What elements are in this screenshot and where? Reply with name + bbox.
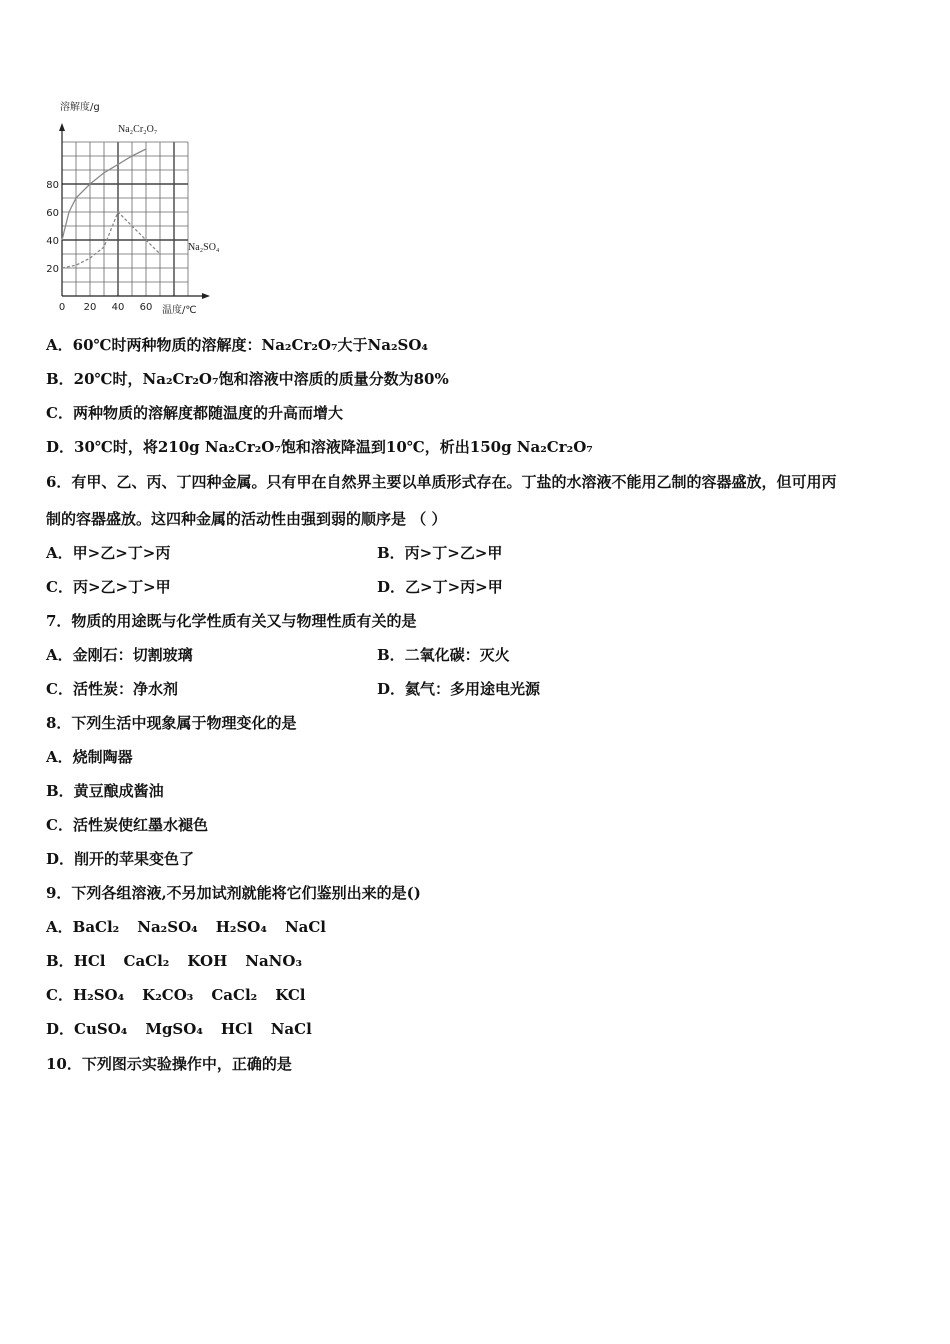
y-axis-label: 溶解度/g: [60, 102, 100, 113]
q5-option-a: A．60℃时两种物质的溶解度：Na₂Cr₂O₇大于Na₂SO₄: [46, 336, 429, 354]
q9-option-a: [46, 917, 326, 937]
series-label-na2so4: Na₂SO₄: [188, 242, 220, 253]
substance: NaCl: [284, 918, 327, 936]
q5-option-c: C．两种物质的溶解度都随温度的升高而增大: [46, 404, 343, 422]
substance: CaCl₂: [211, 986, 258, 1004]
q7-option-b: B．二氧化碳：灭火: [377, 646, 510, 664]
substance: NaNO₃: [245, 952, 303, 970]
x-axis-arrow-icon: [202, 293, 210, 299]
substance: MgSO₄: [145, 1020, 203, 1038]
substance: Na₂SO₄: [137, 918, 198, 936]
substance: HCl: [220, 1020, 253, 1038]
q8-option-d: D．削开的苹果变色了: [46, 850, 195, 868]
q8-stem: 8．下列生活中现象属于物理变化的是: [46, 714, 297, 732]
x-tick-label: 20: [83, 302, 97, 313]
q7-stem: 7．物质的用途既与化学性质有关又与物理性质有关的是: [46, 612, 417, 630]
q5-option-b: B．20℃时，Na₂Cr₂O₇饱和溶液中溶质的质量分数为80%: [46, 370, 449, 388]
q9-option-b: [46, 951, 302, 971]
substance: KOH: [187, 952, 228, 970]
q6-option-b: B．丙>丁>乙>甲: [377, 544, 503, 562]
y-tick-label: 80: [46, 180, 59, 191]
q7-option-c: C．活性炭：净水剂: [46, 680, 178, 698]
substance: NaCl: [270, 1020, 312, 1038]
substance: CaCl₂: [123, 952, 170, 970]
substance: CuSO₄: [74, 1020, 128, 1038]
q7-option-a: A．金刚石：切割玻璃: [46, 646, 193, 664]
y-tick-label: 60: [46, 208, 59, 219]
q5-option-d: D．30℃时，将210g Na₂Cr₂O₇饱和溶液降温到10℃，析出150g Na₂Cr₂O₇: [46, 438, 593, 456]
q8-option-a: A．烧制陶器: [46, 748, 133, 766]
x-tick-label: 60: [139, 302, 153, 313]
q8-option-b: B．黄豆酿成酱油: [46, 782, 164, 800]
substance: BaCl₂: [72, 918, 120, 936]
solubility-chart: [40, 96, 240, 321]
x-tick-label: 0: [58, 302, 66, 313]
q6-option-a: A．甲>乙>丁>丙: [46, 544, 171, 562]
q8-option-c: C．活性炭使红墨水褪色: [46, 816, 208, 834]
q6-option-d: D．乙>丁>丙>甲: [377, 578, 503, 596]
x-tick-label: 40: [111, 302, 125, 313]
q6-option-c: C．丙>乙>丁>甲: [46, 578, 171, 596]
substance: H₂SO₄: [72, 986, 125, 1004]
chart-axes: [59, 123, 210, 299]
y-axis-arrow-icon: [59, 123, 65, 131]
substance: KCl: [275, 986, 306, 1004]
q9-option-c: [46, 985, 306, 1005]
substance: HCl: [73, 952, 106, 970]
option-letter: D．: [46, 1020, 75, 1038]
option-letter: C．: [46, 986, 73, 1004]
y-tick-label: 20: [46, 264, 59, 275]
q10-stem: 10．下列图示实验操作中，正确的是: [46, 1055, 292, 1073]
q9-option-d: [46, 1019, 312, 1039]
q6-stem-line1: 6．有甲、乙、丙、丁四种金属。只有甲在自然界主要以单质形式存在。丁盐的水溶液不能用乙制的容器盛放，但可用丙: [46, 473, 837, 491]
series-label-na2cr2o7: Na₂Cr₂O₇: [118, 124, 158, 135]
q7-option-d: D．氦气：多用途电光源: [377, 680, 541, 698]
substance: H₂SO₄: [215, 918, 267, 936]
x-axis-label: 温度/℃: [162, 305, 197, 316]
option-letter: A．: [46, 918, 73, 936]
option-letter: B．: [46, 952, 74, 970]
q9-stem: 9．下列各组溶液,不另加试剂就能将它们鉴别出来的是(): [46, 884, 421, 902]
chart-series: [62, 149, 160, 268]
q6-stem-line2: 制的容器盛放。这四种金属的活动性由强到弱的顺序是 （ ）: [46, 510, 447, 528]
y-tick-label: 40: [46, 236, 59, 247]
substance: K₂CO₃: [142, 986, 194, 1004]
